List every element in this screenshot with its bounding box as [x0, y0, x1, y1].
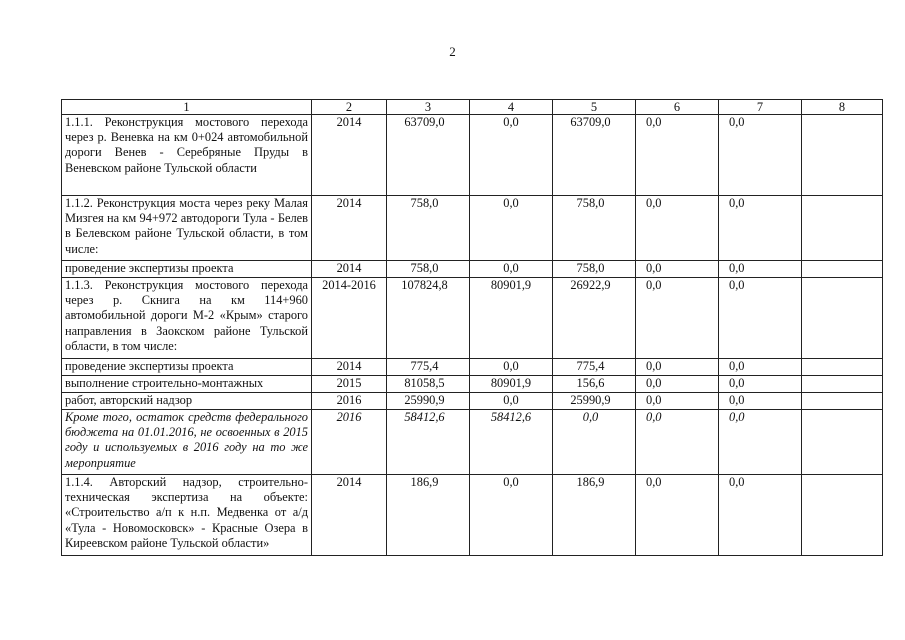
- page-number: 2: [449, 44, 456, 59]
- header-cell: 6: [636, 100, 719, 115]
- budget-table: [61, 99, 883, 556]
- note-cell: [802, 376, 883, 393]
- year-cell: 2014: [312, 475, 387, 556]
- other-cell: 0,0: [719, 278, 802, 359]
- note-cell: [802, 475, 883, 556]
- municipal-cell: 0,0: [636, 475, 719, 556]
- table-row: [62, 376, 883, 393]
- regional-cell: 63709,0: [553, 115, 636, 196]
- table-body: [62, 100, 883, 556]
- item-description: 1.1.1. Реконструкция мостового перехода через р. Веневка на км 0+024 автомобильной дороги Венев - Серебряные Пруды в Веневском районе Тульской области: [62, 115, 312, 196]
- header-cell: 2: [312, 100, 387, 115]
- regional-cell: 156,6: [553, 376, 636, 393]
- other-cell: 0,0: [719, 115, 802, 196]
- municipal-cell: 0,0: [636, 115, 719, 196]
- regional-cell: 758,0: [553, 196, 636, 261]
- municipal-cell: 0,0: [636, 376, 719, 393]
- regional-cell: 26922,9: [553, 278, 636, 359]
- header-cell: 8: [802, 100, 883, 115]
- note-cell: [802, 359, 883, 376]
- header-cell: 4: [470, 100, 553, 115]
- municipal-cell: 0,0: [636, 278, 719, 359]
- header-cell: 7: [719, 100, 802, 115]
- municipal-cell: 0,0: [636, 261, 719, 278]
- table-row: [62, 359, 883, 376]
- item-description: проведение экспертизы проекта: [62, 359, 312, 376]
- regional-cell: 0,0: [553, 410, 636, 475]
- note-cell: [802, 410, 883, 475]
- total-cell: 58412,6: [387, 410, 470, 475]
- federal-cell: 0,0: [470, 359, 553, 376]
- note-cell: [802, 278, 883, 359]
- item-description: проведение экспертизы проекта: [62, 261, 312, 278]
- other-cell: 0,0: [719, 261, 802, 278]
- note-cell: [802, 393, 883, 410]
- item-description: Кроме того, остаток средств федерального бюджета на 01.01.2016, не освоенных в 2015 году и используемых в 2016 году на то же мероприятие: [62, 410, 312, 475]
- total-cell: 107824,8: [387, 278, 470, 359]
- year-cell: 2014: [312, 261, 387, 278]
- header-cell: 1: [62, 100, 312, 115]
- note-cell: [802, 261, 883, 278]
- regional-cell: 758,0: [553, 261, 636, 278]
- total-cell: 63709,0: [387, 115, 470, 196]
- regional-cell: 186,9: [553, 475, 636, 556]
- year-cell: 2016: [312, 410, 387, 475]
- year-cell: 2015: [312, 376, 387, 393]
- federal-cell: 80901,9: [470, 376, 553, 393]
- municipal-cell: 0,0: [636, 196, 719, 261]
- federal-cell: 0,0: [470, 115, 553, 196]
- total-cell: 186,9: [387, 475, 470, 556]
- regional-cell: 25990,9: [553, 393, 636, 410]
- item-description: выполнение строительно-монтажных: [62, 376, 312, 393]
- federal-cell: 0,0: [470, 393, 553, 410]
- federal-cell: 0,0: [470, 196, 553, 261]
- other-cell: 0,0: [719, 196, 802, 261]
- total-cell: 81058,5: [387, 376, 470, 393]
- municipal-cell: 0,0: [636, 410, 719, 475]
- regional-cell: 775,4: [553, 359, 636, 376]
- year-cell: 2014-2016: [312, 278, 387, 359]
- federal-cell: 0,0: [470, 261, 553, 278]
- item-description: 1.1.3. Реконструкция мостового перехода через р. Скнига на км 114+960 автомобильной дороги М-2 «Крым» старого направления в Заокском районе Тульской области, в том числе:: [62, 278, 312, 359]
- table-header-row: [62, 100, 883, 115]
- note-cell: [802, 115, 883, 196]
- federal-cell: 0,0: [470, 475, 553, 556]
- header-cell: 3: [387, 100, 470, 115]
- table-row: [62, 393, 883, 410]
- table-row: [62, 115, 883, 196]
- year-cell: 2016: [312, 393, 387, 410]
- item-description: 1.1.4. Авторский надзор, строительно-техническая экспертиза на объекте: «Строительство а/п к н.п. Медвенка от а/д «Тула - Новомосковск» - Красные Озера в Киреевском районе Тульской области»: [62, 475, 312, 556]
- item-description: 1.1.2. Реконструкция моста через реку Малая Мизгея на км 94+972 автодороги Тула - Белев в Белевском районе Тульской области, в том числе:: [62, 196, 312, 261]
- header-cell: 5: [553, 100, 636, 115]
- note-cell: [802, 196, 883, 261]
- table-row: [62, 278, 883, 359]
- table-row: [62, 410, 883, 475]
- municipal-cell: 0,0: [636, 359, 719, 376]
- other-cell: 0,0: [719, 359, 802, 376]
- total-cell: 758,0: [387, 261, 470, 278]
- municipal-cell: 0,0: [636, 393, 719, 410]
- federal-cell: 80901,9: [470, 278, 553, 359]
- other-cell: 0,0: [719, 393, 802, 410]
- total-cell: 25990,9: [387, 393, 470, 410]
- year-cell: 2014: [312, 359, 387, 376]
- other-cell: 0,0: [719, 475, 802, 556]
- table-row: [62, 475, 883, 556]
- year-cell: 2014: [312, 115, 387, 196]
- total-cell: 775,4: [387, 359, 470, 376]
- total-cell: 758,0: [387, 196, 470, 261]
- other-cell: 0,0: [719, 410, 802, 475]
- year-cell: 2014: [312, 196, 387, 261]
- table-row: [62, 196, 883, 261]
- item-description: работ, авторский надзор: [62, 393, 312, 410]
- table-row: [62, 261, 883, 278]
- other-cell: 0,0: [719, 376, 802, 393]
- federal-cell: 58412,6: [470, 410, 553, 475]
